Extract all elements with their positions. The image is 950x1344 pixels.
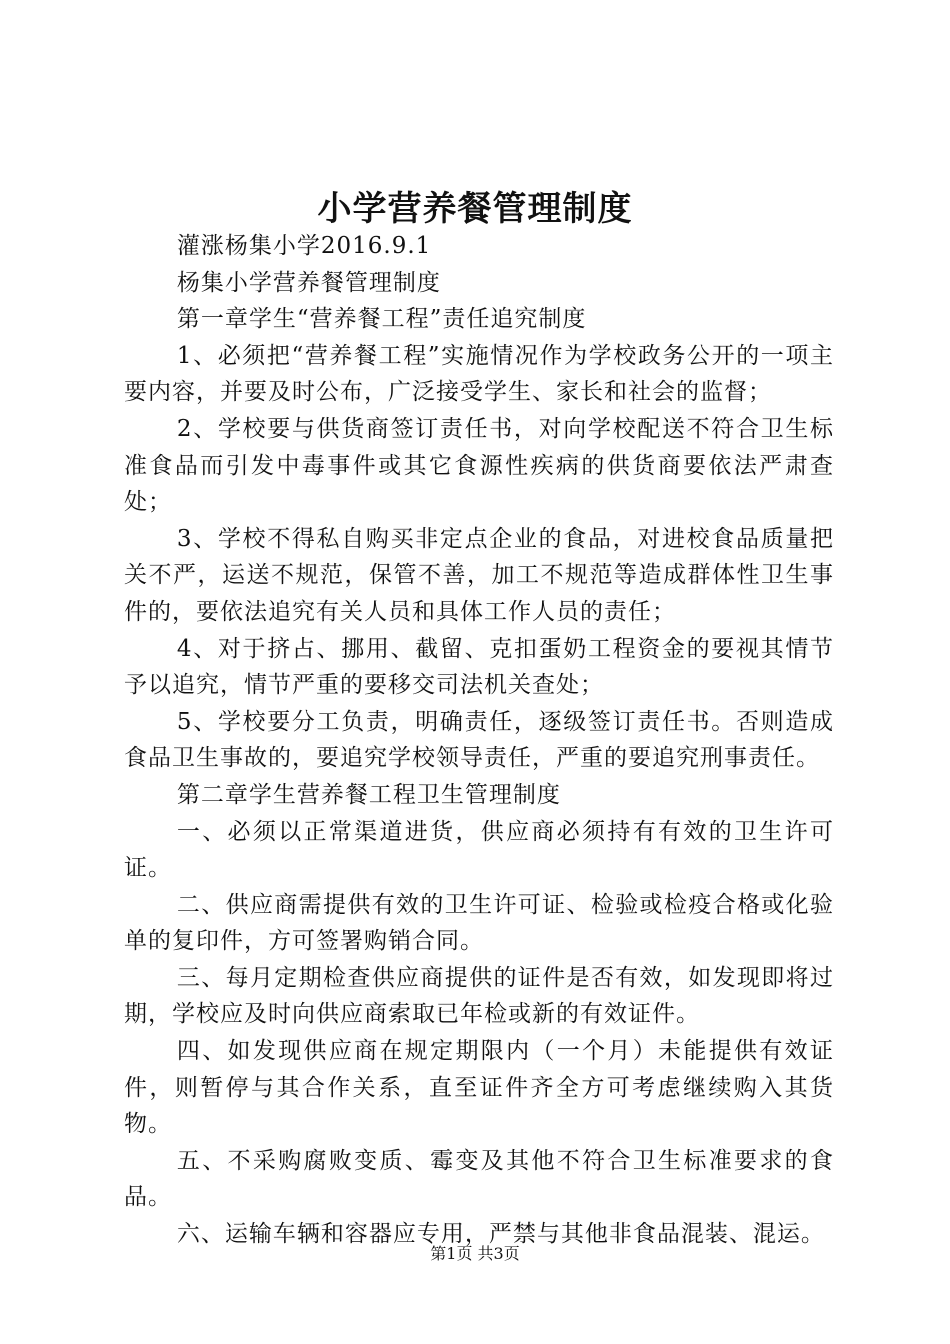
rule-item-3: 三、每月定期检查供应商提供的证件是否有效，如发现即将过期，学校应及时向供应商索取已年检或新的有效证件。 xyxy=(124,964,834,1028)
paragraph-item-5: 5、学校要分工负责，明确责任，逐级签订责任书。否则造成食品卫生事故的，要追究学校领导责任，严重的要追究刑事责任。 xyxy=(124,708,834,772)
page-footer: 第1页 共3页 xyxy=(430,1244,520,1263)
school-date-line: 灌涨杨集小学2016.9.1 xyxy=(176,233,432,259)
document-title: 小学营养餐管理制度 xyxy=(317,189,633,229)
rule-item-5: 五、不采购腐败变质、霉变及其他不符合卫生标准要求的食品。 xyxy=(124,1147,834,1211)
paragraph-item-2: 2、学校要与供货商签订责任书，对向学校配送不符合卫生标准食品而引发中毒事件或其它食源性疾病的供货商要依法严肃查处； xyxy=(124,415,834,516)
rule-item-1: 一、必须以正常渠道进货，供应商必须持有有效的卫生许可证。 xyxy=(124,818,834,882)
chapter-1-heading: 第一章学生“营养餐工程”责任追究制度 xyxy=(176,306,587,333)
subtitle-line: 杨集小学营养餐管理制度 xyxy=(176,269,441,296)
rule-item-6: 六、运输车辆和容器应专用，严禁与其他非食品混装、混运。 xyxy=(176,1221,825,1248)
chapter-2-heading: 第二章学生营养餐工程卫生管理制度 xyxy=(176,781,561,808)
rule-item-4: 四、如发现供应商在规定期限内（一个月）未能提供有效证件，则暂停与其合作关系，直至证件齐全方可考虑继续购入其货物。 xyxy=(124,1038,834,1138)
document-body xyxy=(124,228,834,1253)
rule-item-2: 二、供应商需提供有效的卫生许可证、检验或检疫合格或化验单的复印件，方可签署购销合同。 xyxy=(124,891,834,955)
paragraph-item-3: 3、学校不得私自购买非定点企业的食品，对进校食品质量把关不严，运送不规范，保管不善，加工不规范等造成群体性卫生事件的，要依法追究有关人员和具体工作人员的责任； xyxy=(124,525,834,625)
paragraph-item-1: 1、必须把“营养餐工程”实施情况作为学校政务公开的一项主要内容，并要及时公布，广泛接受学生、家长和社会的监督； xyxy=(124,342,834,406)
paragraph-item-4: 4、对于挤占、挪用、截留、克扣蛋奶工程资金的要视其情节予以追究，情节严重的要移交司法机关查处； xyxy=(124,635,834,699)
